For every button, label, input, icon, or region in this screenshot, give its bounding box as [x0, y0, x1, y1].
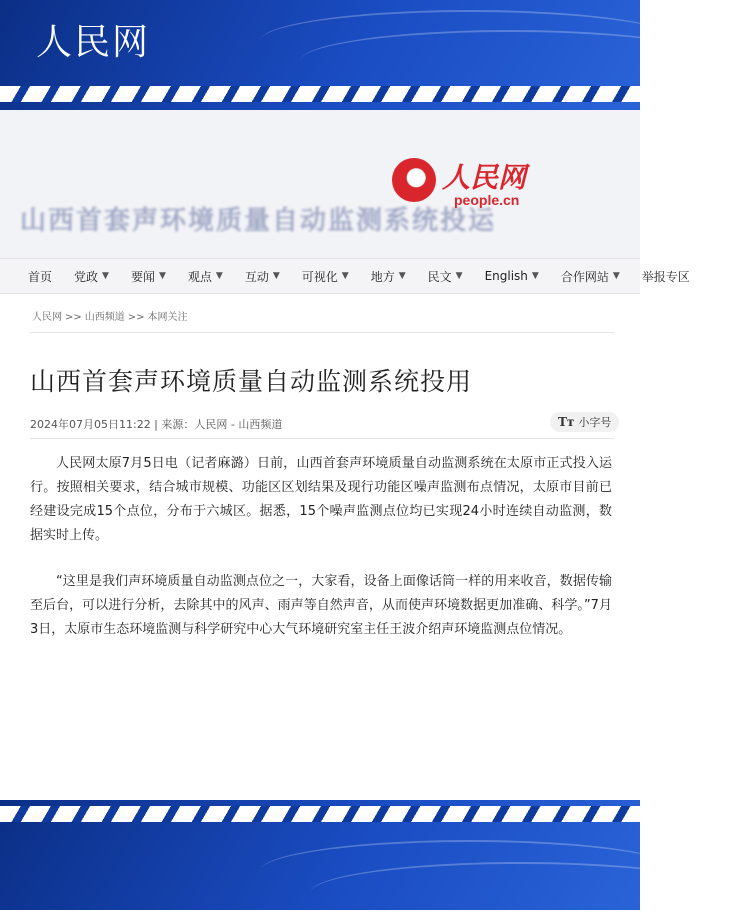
nav-item[interactable]: [120, 268, 177, 285]
nav-item[interactable]: [63, 268, 120, 285]
font-size-icon: Tт: [558, 415, 575, 429]
nav-item-label: 民文: [427, 269, 452, 284]
article-paragraph: 人民网太原7月5日电（记者麻潞）日前，山西首套声环境质量自动监测系统在太原市正式投入运行。按照相关要求，结合城市规模、功能区区划结果及现行功能区噪声监测布点情况，太原市目前已经建设完成15个点位，分布于六城区。据悉，15个噪声监测点位均已实现24小时连续自动监测，数据实时上传。: [30, 456, 612, 543]
banner-wave: [310, 862, 730, 924]
nav-item-label: 地方: [370, 269, 395, 284]
nav-item[interactable]: [360, 268, 417, 285]
banner-logo: 人民网: [36, 22, 151, 63]
nav-item[interactable]: [234, 268, 291, 285]
chevron-down-icon: ▼: [102, 271, 109, 281]
nav-item-label: 观点: [187, 269, 212, 284]
nav-item-label: 要闻: [130, 269, 155, 284]
nav-item-label: 合作网站: [560, 269, 609, 284]
breadcrumb-separator: >>: [127, 312, 145, 323]
article-meta: 2024年07月05日11:22 | 来源：人民网 - 山西频道: [30, 418, 283, 431]
top-banner: [0, 0, 640, 110]
nav-item[interactable]: [550, 268, 631, 285]
faded-header-title: 山西首套声环境质量自动监测系统投运: [20, 206, 497, 236]
chevron-down-icon: ▼: [531, 271, 539, 281]
nav-item-label: 互动: [244, 269, 269, 284]
divider: [30, 332, 614, 333]
nav-item[interactable]: [474, 269, 550, 283]
breadcrumb-separator: >>: [65, 312, 82, 323]
nav-item[interactable]: [631, 268, 701, 285]
breadcrumb-link[interactable]: 人民网: [32, 312, 62, 323]
nav-item-label: 举报专区: [641, 269, 690, 284]
banner-stripes: [0, 86, 640, 102]
chevron-down-icon: ▼: [398, 271, 406, 281]
chevron-down-icon: ▼: [455, 271, 463, 281]
banner-wave: [300, 30, 720, 92]
logo-en-text: people.cn: [454, 192, 520, 208]
logo-cn-text: 人民网: [442, 161, 527, 194]
nav-item[interactable]: [417, 268, 474, 285]
bottom-banner: [0, 800, 640, 910]
chevron-down-icon: ▼: [158, 271, 166, 281]
font-size-button[interactable]: [550, 412, 619, 432]
article-paragraph: “这里是我们声环境质量自动监测点位之一，大家看，设备上面像话筒一样的用来收音，数据传输至后台，可以进行分析，去除其中的风声、雨声等自然声音，从而使声环境数据更加准确、科学。”7月3日，太原市生态环境监测与科学研究中心大气环境研究室主任王波介绍声环境监测点位情况。: [30, 574, 612, 637]
chevron-down-icon: ▼: [215, 271, 223, 281]
logo-emblem-icon: [392, 158, 436, 202]
breadcrumb-link[interactable]: 本网关注: [147, 312, 188, 323]
nav-item[interactable]: [0, 268, 63, 285]
nav-item-label: 首页: [28, 269, 53, 284]
nav-item[interactable]: [177, 268, 234, 285]
nav-item-label: English: [484, 269, 528, 283]
banner-stripes: [0, 806, 640, 822]
nav-item-label: 可视化: [301, 269, 338, 284]
nav-item[interactable]: [291, 268, 360, 285]
breadcrumb: [32, 308, 191, 323]
people-cn-logo[interactable]: [392, 152, 562, 212]
chevron-down-icon: ▼: [612, 271, 620, 281]
main-nav: [0, 258, 690, 294]
chevron-down-icon: ▼: [272, 271, 280, 281]
font-size-label: 小字号: [578, 416, 612, 429]
breadcrumb-link[interactable]: 山西频道: [84, 312, 125, 323]
chevron-down-icon: ▼: [341, 271, 349, 281]
nav-item-label: 党政: [74, 269, 99, 284]
divider: [30, 438, 614, 439]
article-title: 山西首套声环境质量自动监测系统投用: [30, 367, 473, 396]
